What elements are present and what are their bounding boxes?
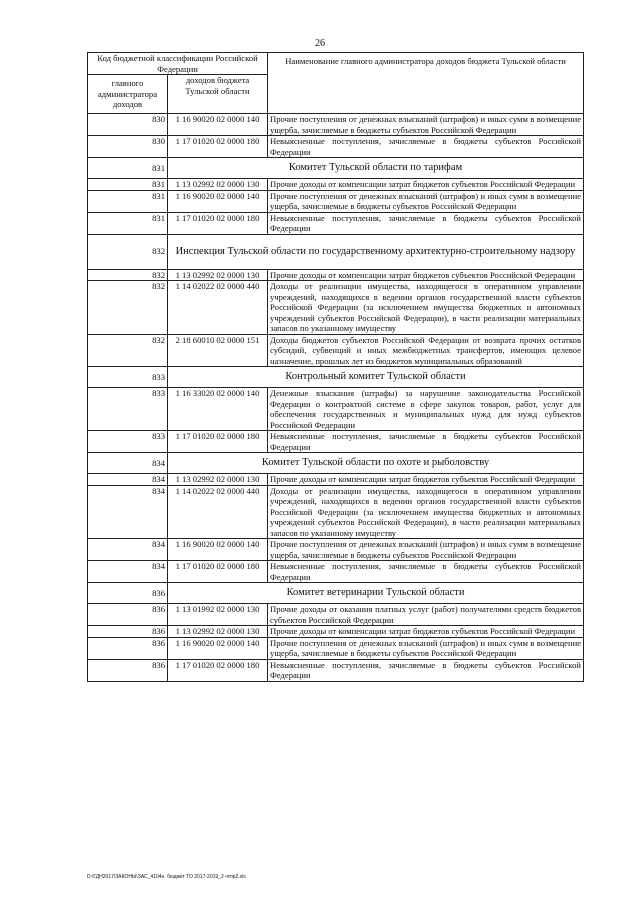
- table-row: [88, 114, 584, 136]
- revenue-code-cell: 1 16 90020 02 0000 140: [168, 190, 268, 212]
- revenue-name-cell: Прочие поступления от денежных взысканий (штрафов) и иных сумм в возмещение ущерба, зачисляемые в бюджеты субъектов Российской Федерации: [268, 539, 584, 561]
- name-column-header: Наименование главного администратора доходов бюджета Тульской области: [268, 53, 584, 114]
- revenue-code-cell: 2 18 60010 02 0000 151: [168, 334, 268, 367]
- table-row: [88, 626, 584, 638]
- revenue-code-cell: 1 13 02992 02 0000 130: [168, 269, 268, 281]
- section-title: Инспекция Тульской области по государственному архитектурно-строительному надзору: [168, 234, 584, 269]
- admin-column-header: главного администратора доходов: [88, 75, 168, 114]
- code-group-header: Код бюджетной классификации Российской Федерации: [88, 53, 268, 75]
- revenue-code-cell: 1 13 01992 02 0000 130: [168, 604, 268, 626]
- revenue-name-cell: Прочие поступления от денежных взысканий (штрафов) и иных сумм в возмещение ущерба, зачисляемые в бюджеты субъектов Российской Федерации: [268, 190, 584, 212]
- revenue-name-cell: Доходы от реализации имущества, находящегося в оперативном управлении учреждений, находящихся в ведении органов государственной власти субъектов Российской Федерации (за исключением имущества бюджетных и автономных учреждений субъектов Российской Федерации), в части реализации материальных запасов по указанному имуществу: [268, 485, 584, 539]
- revenue-name-cell: Невыясненные поступления, зачисляемые в бюджеты субъектов Российской Федерации: [268, 431, 584, 453]
- admin-code-cell: 834: [88, 485, 168, 539]
- revenue-code-cell: 1 17 01020 02 0000 180: [168, 561, 268, 583]
- revenue-code-cell: 1 17 01020 02 0000 180: [168, 136, 268, 158]
- revenue-code-cell: 1 16 90020 02 0000 140: [168, 114, 268, 136]
- table-row: [88, 637, 584, 659]
- revenue-code-cell: 1 14 02022 02 0000 440: [168, 485, 268, 539]
- revenue-code-cell: 1 17 01020 02 0000 180: [168, 431, 268, 453]
- revenue-name-cell: Прочие поступления от денежных взысканий (штрафов) и иных сумм в возмещение ущерба, зачисляемые в бюджеты субъектов Российской Федерации: [268, 637, 584, 659]
- section-title: Комитет Тульской области по охоте и рыболовству: [168, 453, 584, 474]
- revenue-name-cell: Денежные взыскания (штрафы) за нарушение законодательства Российской Федерации о контрактной системе в сфере закупок товаров, работ, услуг для обеспечения государственных и муниципальных нужд для нужд субъектов Российской Федерации: [268, 388, 584, 431]
- admin-code-cell: 830: [88, 114, 168, 136]
- revenue-name-cell: Доходы от реализации имущества, находящегося в оперативном управлении учреждений, находящихся в ведении органов государственной власти субъектов Российской Федерации (за исключением имущества бюджетных и автономных учреждений субъектов Российской Федерации), в части реализации материальных запасов по указанному имуществу: [268, 281, 584, 335]
- admin-code-cell: 836: [88, 659, 168, 681]
- admin-code-cell: 831: [88, 179, 168, 191]
- table-body: [88, 114, 584, 682]
- revenue-column-header: доходов бюджета Тульской области: [168, 75, 268, 114]
- admin-code-cell: 830: [88, 136, 168, 158]
- revenue-code-cell: 1 16 90020 02 0000 140: [168, 637, 268, 659]
- admin-code-cell: 832: [88, 269, 168, 281]
- table-row: [88, 179, 584, 191]
- admin-code-cell: 836: [88, 637, 168, 659]
- revenue-name-cell: Прочие доходы от компенсации затрат бюджетов субъектов Российской Федерации: [268, 179, 584, 191]
- table-row: [88, 431, 584, 453]
- revenue-name-cell: Доходы бюджетов субъектов Российской Федерации от возврата прочих остатков субсидий, субвенций и иных межбюджетных трансфертов, имеющих целевое назначение, прошлых лет из бюджетов муниципальных образований: [268, 334, 584, 367]
- table-row: [88, 269, 584, 281]
- admin-code-cell: 836: [88, 626, 168, 638]
- admin-code-cell: 834: [88, 561, 168, 583]
- table-row: [88, 539, 584, 561]
- table-row: [88, 388, 584, 431]
- page-number: 26: [315, 38, 325, 49]
- admin-code-cell: 831: [88, 212, 168, 234]
- table-row: [88, 604, 584, 626]
- section-row: [88, 583, 584, 604]
- admin-code-cell: 831: [88, 158, 168, 179]
- revenue-name-cell: Прочие доходы от компенсации затрат бюджетов субъектов Российской Федерации: [268, 269, 584, 281]
- section-title: Контрольный комитет Тульской области: [168, 367, 584, 388]
- revenue-code-cell: 1 13 02992 02 0000 130: [168, 179, 268, 191]
- admin-code-cell: 836: [88, 604, 168, 626]
- revenue-name-cell: Прочие поступления от денежных взысканий (штрафов) и иных сумм в возмещение ущерба, зачисляемые в бюджеты субъектов Российской Федерации: [268, 114, 584, 136]
- admin-code-cell: 832: [88, 281, 168, 335]
- admin-code-cell: 832: [88, 334, 168, 367]
- revenue-name-cell: Прочие доходы от компенсации затрат бюджетов субъектов Российской Федерации: [268, 474, 584, 486]
- table-row: [88, 474, 584, 486]
- admin-code-cell: 833: [88, 388, 168, 431]
- revenue-code-cell: 1 16 33020 02 0000 140: [168, 388, 268, 431]
- section-title: Комитет ветеринарии Тульской области: [168, 583, 584, 604]
- admin-code-cell: 834: [88, 474, 168, 486]
- file-path-footer: D:\ГДН2017\ЗАКОНЫ\ЗАС_4104н. бюджет ТО 2017-2019_2 чтпр2.xls: [87, 874, 246, 880]
- section-title: Комитет Тульской области по тарифам: [168, 158, 584, 179]
- revenue-name-cell: Прочие доходы от оказания платных услуг (работ) получателями средств бюджетов субъектов Российской Федерации: [268, 604, 584, 626]
- admin-code-cell: 832: [88, 234, 168, 269]
- revenue-code-cell: 1 13 02992 02 0000 130: [168, 626, 268, 638]
- table-row: [88, 190, 584, 212]
- revenue-name-cell: Невыясненные поступления, зачисляемые в бюджеты субъектов Российской Федерации: [268, 561, 584, 583]
- table-row: [88, 281, 584, 335]
- section-row: [88, 234, 584, 269]
- table-row: [88, 561, 584, 583]
- revenue-code-cell: 1 13 02992 02 0000 130: [168, 474, 268, 486]
- table-row: [88, 136, 584, 158]
- table-row: [88, 212, 584, 234]
- revenue-name-cell: Невыясненные поступления, зачисляемые в бюджеты субъектов Российской Федерации: [268, 659, 584, 681]
- table-row: [88, 334, 584, 367]
- revenue-name-cell: Прочие доходы от компенсации затрат бюджетов субъектов Российской Федерации: [268, 626, 584, 638]
- table-row: [88, 485, 584, 539]
- revenue-code-cell: 1 14 02022 02 0000 440: [168, 281, 268, 335]
- revenue-code-cell: 1 17 01020 02 0000 180: [168, 212, 268, 234]
- admin-code-cell: 836: [88, 583, 168, 604]
- section-row: [88, 367, 584, 388]
- revenue-name-cell: Невыясненные поступления, зачисляемые в бюджеты субъектов Российской Федерации: [268, 136, 584, 158]
- admin-code-cell: 831: [88, 190, 168, 212]
- revenue-admin-table: [87, 52, 584, 682]
- revenue-code-cell: 1 16 90020 02 0000 140: [168, 539, 268, 561]
- admin-code-cell: 833: [88, 367, 168, 388]
- section-row: [88, 158, 584, 179]
- revenue-name-cell: Невыясненные поступления, зачисляемые в бюджеты субъектов Российской Федерации: [268, 212, 584, 234]
- section-row: [88, 453, 584, 474]
- admin-code-cell: 834: [88, 453, 168, 474]
- admin-code-cell: 834: [88, 539, 168, 561]
- admin-code-cell: 833: [88, 431, 168, 453]
- table-row: [88, 659, 584, 681]
- revenue-code-cell: 1 17 01020 02 0000 180: [168, 659, 268, 681]
